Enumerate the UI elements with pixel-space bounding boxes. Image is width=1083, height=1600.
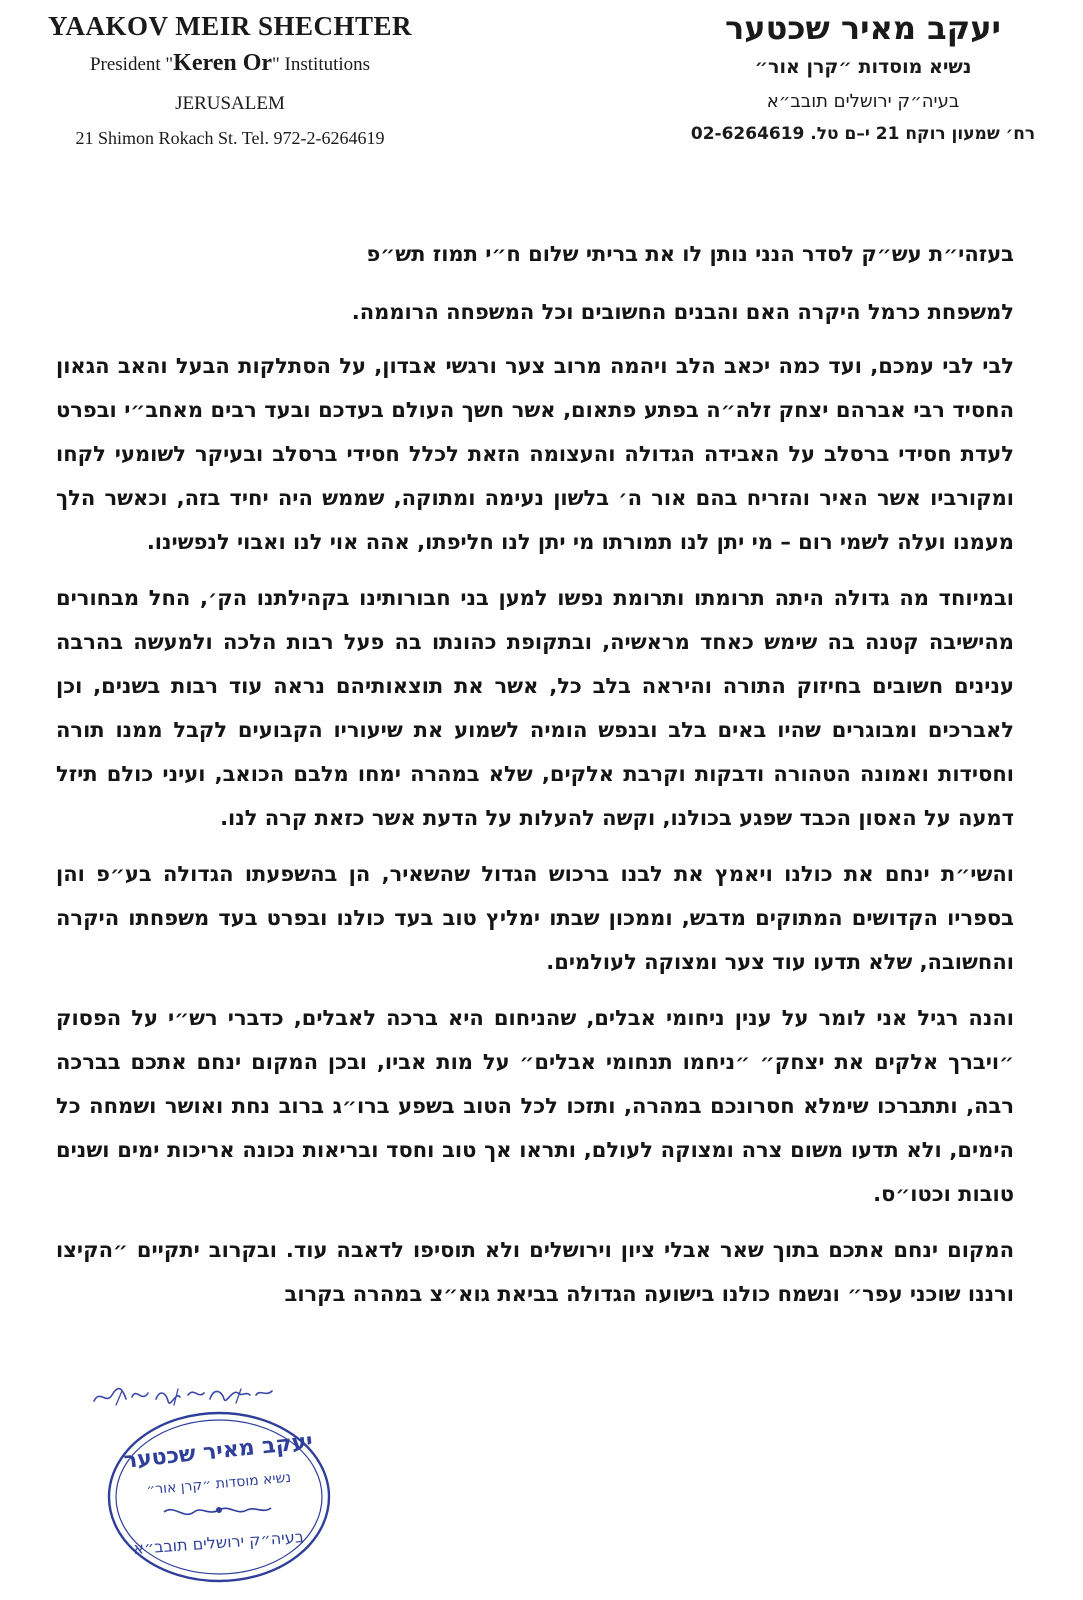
date-line: בעזהי״ת עש״ק לסדר הנני נותן לו את בריתי שלום ח״י תמוז תש״פ bbox=[366, 242, 1014, 266]
title-suffix: " Institutions bbox=[272, 54, 371, 75]
paragraph-1: לבי לבי עמכם, ועד כמה יכאב הלב ויהמה מרוב צער ורגשי אבדון, על הסתלקות הבעל והאב הגאון החסיד רבי אברהם יצחק זלה״ה בפתע פתאום, אשר חשך העולם בעדכם ובעד רבים מאחב״י ובפרט לעדת חסידי ברסלב על האבידה הגדולה והעצומה הזאת לכלל חסידי ברסלב ובעיקר לשומעי לקחו ומקורביו אשר האיר והזריח בהם אור ה׳ בלשון נעימה ומתוקה, שממש היה יחיד בזה, וכאשר הלך מעמנו ועלה לשמי רום – מי יתן לנו תמורתו מי יתן לנו חליפתו, אהה אוי לנו ואבוי לנפשינו. bbox=[56, 354, 1014, 554]
letterhead-hebrew bbox=[663, 8, 1063, 146]
paragraph-2: ובמיוחד מה גדולה היתה תרומתו ותרומת נפשו למען בני חבורותינו בקהילתנו הק׳, החל מבחורים מהישיבה קטנה בה שימש כאחד מראשיה, ובתקופת כהונתו בה פעל רבות הלכה ולמעשה בהרבה ענינים חשובים בחיזוק התורה והיראה בלב כל, אשר את תוצאותיהם נראה עוד רבות בשנים, וכן לאברכים ומבוגרים שהיו באים בלב ובנפש הומיה לשמוע את שיעוריו הקבועים לקבל ממנו תורה וחסידות ואמונה הטהורה ודבקות וקרבת אלקים, שלא במהרה ימחו מלבם הכואב, ועיני כולם תיזל דמעה על האסון הכבד שפגע בכולנו, וקשה להעלות על הדעת אשר כזאת קרה לנו. bbox=[56, 586, 1014, 830]
letterhead-hebrew-city: בעיה״ק ירושלים תובב״א bbox=[766, 91, 960, 112]
letterhead-hebrew-name: יעקב מאיר שכטער bbox=[725, 9, 1001, 47]
letterhead-english-address: 21 Shimon Rokach St. Tel. 972-2-6264619 bbox=[75, 128, 385, 148]
title-prefix: President " bbox=[89, 54, 174, 75]
letterhead-english-city: JERUSALEM bbox=[175, 93, 285, 114]
letter-body bbox=[56, 232, 1014, 1328]
stamp-bottom-text: בעיה״ק ירושלים תובב״א bbox=[132, 1527, 305, 1558]
paragraph-3: והשי״ת ינחם את כולנו ויאמץ את לבנו ברכוש הגדול שהשאיר, הן בהשפעתו הגדולה בע״פ והן בספריו הקדושים המתוקים מדבש, וממכון שבתו ימליץ טוב בעד כולנו ובפרט בעד משפחתו היקרה והחשובה, שלא תדעו עוד צער ומצוקה לעולמים. bbox=[56, 862, 1014, 974]
title-org: Keren Or bbox=[173, 50, 273, 76]
paragraph-5: המקום ינחם אתכם בתוך שאר אבלי ציון וירושלים ולא תוסיפו לדאבה עוד. ובקרוב יתקיים ״הקיצו ורננו שוכני עפר״ ונשמח כולנו בישועה הגדולה בביאת גוא״צ במהרה בקרוב bbox=[56, 1238, 1014, 1306]
oval-stamp bbox=[104, 1408, 334, 1586]
paragraph-4: והנה רגיל אני לומר על ענין ניחומי אבלים, שהניחום היא ברכה לאבלים, כדברי רש״י על הפסוק ״ויברך אלקים את יצחק״ ״ניחמו תנחומי אבלים״ על מות אביו, ובכן המקום ינחם אתכם בברכה רבה, ותתברכו שימלא חסרונכם במהרה, ותזכו לכל הטוב בשפע ברו״ג ברוב נחת ואושר ושמחה כל הימים, ולא תדעו משום צרה ומצוקה לעולם, ותראו אך טוב וחסד ובריאות נכונה אריכות ימים ושנים טובות וכטו״ס. bbox=[56, 1006, 1014, 1206]
letterhead-english bbox=[20, 8, 440, 150]
letterhead-hebrew-address: רח׳ שמעון רוקח 21 י–ם טל. 02-6264619 bbox=[690, 124, 1036, 144]
stamp-top-text: יעקב מאיר שכטער bbox=[122, 1429, 314, 1474]
letterhead-english-name: YAAKOV MEIR SHECHTER bbox=[47, 11, 413, 41]
stamp-middle-text: נשיא מוסדות ״קרן אור״ bbox=[145, 1469, 292, 1499]
letterhead-english-title bbox=[20, 50, 440, 78]
letterhead-hebrew-title: נשיא מוסדות ״קרן אור״ bbox=[754, 56, 972, 78]
salutation: למשפחת כרמל היקרה האם והבנים החשובים וכל המשפחה הרוממה. bbox=[351, 300, 1014, 324]
